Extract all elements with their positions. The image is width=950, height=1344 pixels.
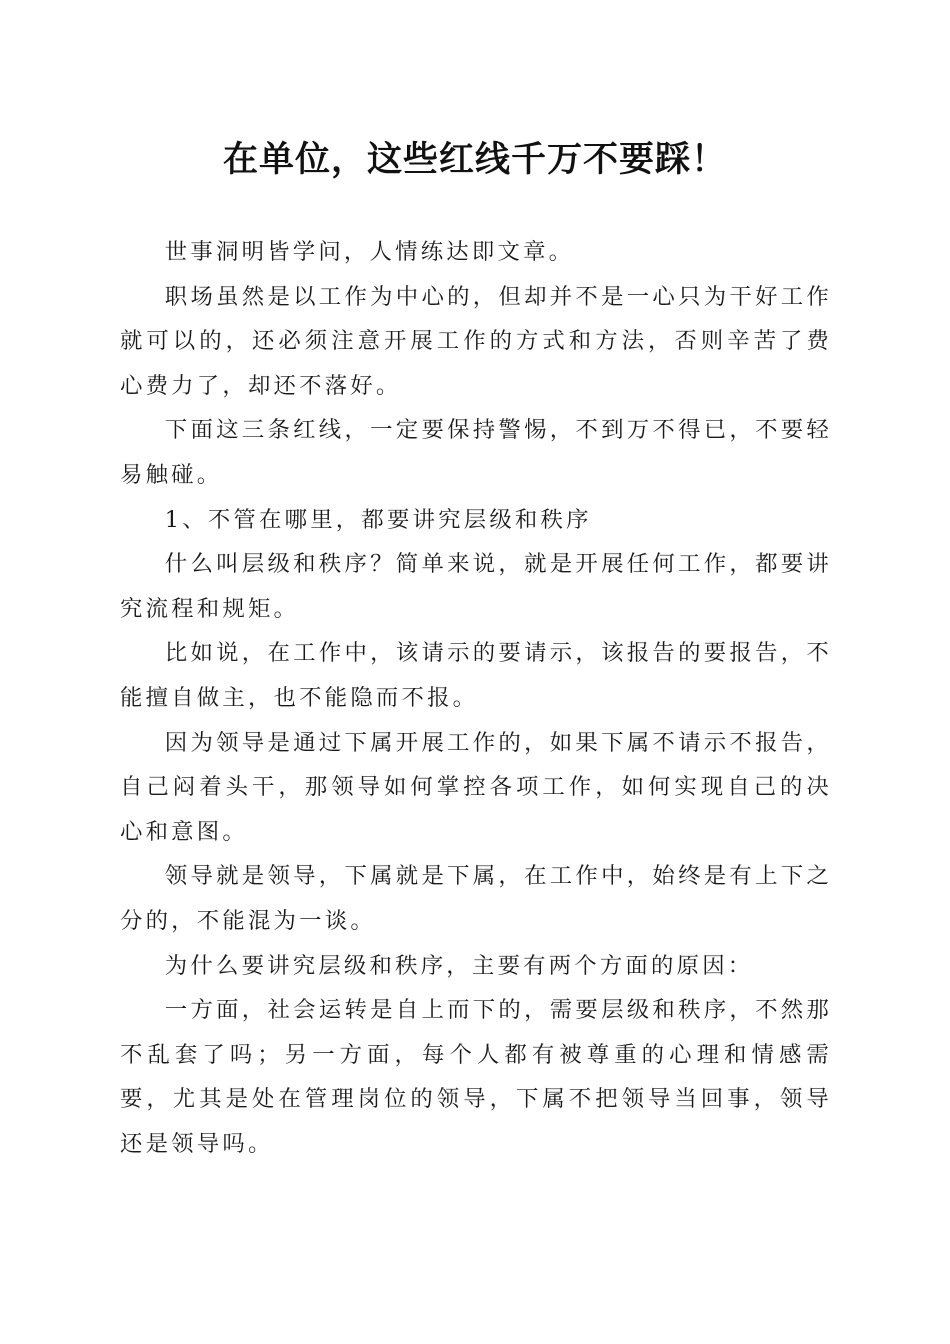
- document-body: [120, 230, 832, 1166]
- paragraph: 一方面，社会运转是自上而下的，需要层级和秩序，不然那不乱套了吗；另一方面，每个人都有被尊重的心理和情感需要，尤其是处在管理岗位的领导，下属不把领导当回事，领导还是领导吗。: [120, 997, 832, 1157]
- paragraph: 因为领导是通过下属开展工作的，如果下属不请示不报告，自己闷着头干，那领导如何掌控各项工作，如何实现自己的决心和意图。: [120, 729, 832, 845]
- section-heading: 1、不管在哪里，都要讲究层级和秩序: [164, 506, 592, 533]
- paragraph: 什么叫层级和秩序？简单来说，就是开展任何工作，都要讲究流程和规矩。: [120, 551, 832, 622]
- paragraph: 职场虽然是以工作为中心的，但却并不是一心只为干好工作就可以的，还必须注意开展工作的方式和方法，否则辛苦了费心费力了，却还不落好。: [120, 283, 832, 399]
- paragraph: 世事洞明皆学问，人情练达即文章。: [164, 239, 575, 265]
- paragraph: 下面这三条红线，一定要保持警惕，不到万不得已，不要轻易触碰。: [120, 417, 832, 488]
- document-title: 在单位，这些红线千万不要踩！: [222, 139, 727, 180]
- paragraph: 比如说，在工作中，该请示的要请示，该报告的要报告，不能擅自做主，也不能隐而不报。: [120, 640, 832, 711]
- paragraph: 领导就是领导，下属就是下属，在工作中，始终是有上下之分的，不能混为一谈。: [120, 863, 832, 934]
- paragraph: 为什么要讲究层级和秩序，主要有两个方面的原因：: [164, 952, 754, 979]
